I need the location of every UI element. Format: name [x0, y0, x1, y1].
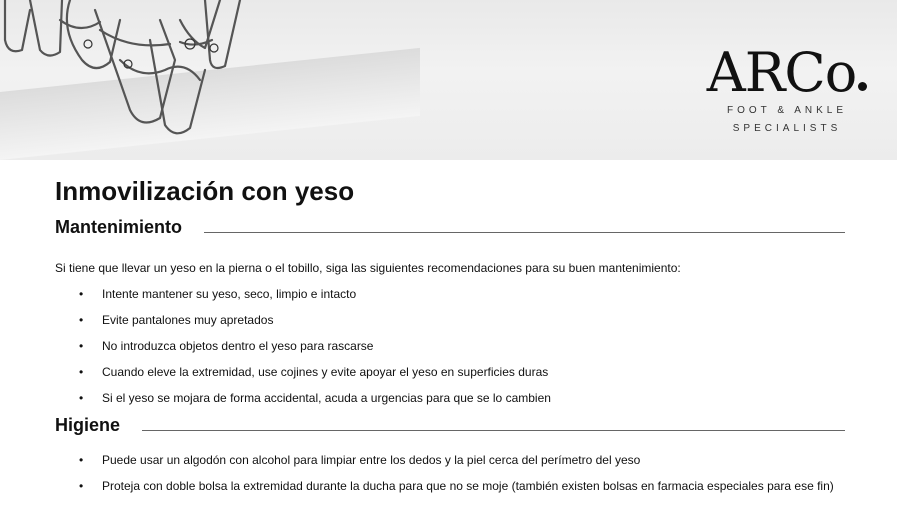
- arco-logo: [699, 41, 875, 136]
- section-heading-higiene: [55, 412, 845, 438]
- list-item: • Puede usar un algodón con alcohol para limpiar entre los dedos y la piel cerca del perímetro del yeso: [79, 453, 641, 467]
- heading-rule: [204, 232, 845, 233]
- list-item: • Cuando eleve la extremidad, use cojines y evite apoyar el yeso en superficies duras: [79, 365, 549, 379]
- list-item: • No introduzca objetos dentro el yeso para rascarse: [79, 339, 374, 353]
- bullet-icon: •: [79, 391, 84, 405]
- section-heading-mantenimiento: [55, 214, 845, 240]
- logo-subtitle-line1: FOOT & ANKLE: [726, 105, 848, 116]
- heading-rule: [142, 430, 845, 431]
- document-title: Inmovilización con yeso: [55, 176, 355, 206]
- logo-subtitle-line2: SPECIALISTS: [732, 123, 842, 134]
- section-intro: Si tiene que llevar un yeso en la pierna o el tobillo, siga las siguientes recomendaciones para su buen mantenimiento:: [55, 261, 681, 275]
- bullet-icon: •: [79, 287, 84, 301]
- maintenance-list: [55, 286, 845, 406]
- bullet-icon: •: [79, 339, 84, 353]
- document-body: [55, 172, 845, 494]
- bullet-icon: •: [79, 479, 84, 493]
- bullet-icon: •: [79, 453, 84, 467]
- list-item: • Intente mantener su yeso, seco, limpio e intacto: [79, 287, 357, 301]
- list-item: • Evite pantalones muy apretados: [79, 313, 274, 327]
- bullet-icon: •: [79, 313, 84, 327]
- section-title: Mantenimiento: [55, 217, 183, 237]
- logo-mark: ARCo: [699, 46, 875, 100]
- section-title: Higiene: [55, 415, 121, 435]
- header-banner: [0, 0, 897, 160]
- hygiene-list: [55, 452, 845, 494]
- list-item: • Si el yeso se mojara de forma accidental, acuda a urgencias para que se lo cambien: [79, 391, 551, 405]
- bullet-icon: •: [79, 365, 84, 379]
- list-item: • Proteja con doble bolsa la extremidad durante la ducha para que no se moje (también existen bolsas en farmacia especiales para ese fin): [79, 479, 834, 493]
- wire-sculpture-image: [0, 0, 300, 160]
